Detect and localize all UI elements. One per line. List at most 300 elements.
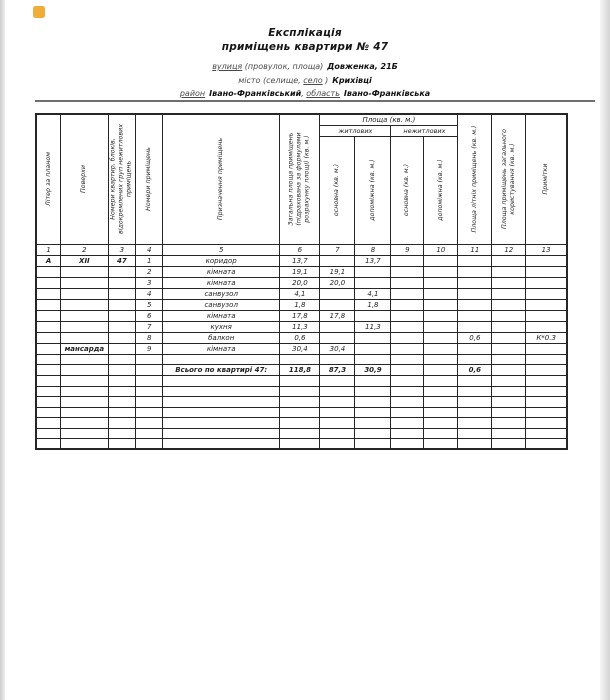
cell [424,428,458,439]
cell [108,266,136,277]
cell [61,376,108,387]
col-number: 11 [458,244,492,255]
cell [36,376,61,387]
cell: 1,8 [280,299,320,310]
street-label: вулиця [212,62,243,71]
cell [136,407,163,418]
cell [320,321,355,332]
address-line-street [0,60,610,74]
cell [280,439,320,450]
cell [355,354,391,365]
col-header-floors: Поверхи [61,114,108,244]
cell: 4,1 [280,288,320,299]
cell [458,354,492,365]
cell: 0,6 [280,332,320,343]
cell [36,418,61,429]
cell [424,386,458,397]
cell [492,365,526,376]
oblast-label: область [306,89,340,98]
cell [492,386,526,397]
cell: 11,3 [280,321,320,332]
cell [458,277,492,288]
area-group-header: Площа (кв. м.) [320,114,458,126]
cell [391,376,424,387]
col-number: 10 [424,244,458,255]
cell [108,321,136,332]
cell [163,376,280,387]
cell: 8 [136,332,163,343]
cell [36,288,61,299]
table-row [36,266,567,277]
cell [391,288,424,299]
cell [36,343,61,354]
cell [492,418,526,429]
street-paren: (провулок, площа) [244,62,324,71]
cell [108,397,136,408]
cell [36,266,61,277]
cell [36,428,61,439]
table-row [36,365,567,376]
cell [61,288,108,299]
cell [492,397,526,408]
cell [526,288,567,299]
cell [458,428,492,439]
cell [61,397,108,408]
cell [391,428,424,439]
cell [424,310,458,321]
cell [526,365,567,376]
cell [424,277,458,288]
cell [136,376,163,387]
cell: А [36,255,61,266]
document-title-line2: приміщень квартири № 47 [221,41,389,53]
cell [355,343,391,354]
cell [36,277,61,288]
cell [526,255,567,266]
cell [458,266,492,277]
cell [320,354,355,365]
col-header-nonres-main: основна (кв. м.) [391,137,424,244]
cell: 19,1 [320,266,355,277]
cell: 17,8 [320,310,355,321]
cell [391,310,424,321]
district-label: район [179,89,206,98]
cell [355,386,391,397]
col-number: 2 [61,244,108,255]
cell: 13,7 [280,255,320,266]
table-row [36,277,567,288]
cell [320,428,355,439]
table-row [36,310,567,321]
table-row [36,343,567,354]
cell [61,299,108,310]
cell [424,343,458,354]
cell [424,418,458,429]
table-body [36,255,567,449]
cell: 47 [108,255,136,266]
cell: 2 [136,266,163,277]
cell [458,299,492,310]
cell [136,386,163,397]
page-right-edge [600,0,610,700]
table-header [36,114,567,255]
cell: санвузол [163,288,280,299]
cell: 30,9 [355,365,391,376]
cell [391,397,424,408]
page-left-edge [0,0,5,700]
cell [61,407,108,418]
cell [355,266,391,277]
cell [355,310,391,321]
cell [424,299,458,310]
cell [320,299,355,310]
cell [424,255,458,266]
cell [61,439,108,450]
city-label: місто [238,75,261,85]
cell: 4 [136,288,163,299]
table-row [36,288,567,299]
cell [526,397,567,408]
cell [36,332,61,343]
cell [61,277,108,288]
table-row [36,255,567,266]
cell [458,439,492,450]
cell [108,299,136,310]
cell [108,418,136,429]
cell: К*0.3 [526,332,567,343]
cell [36,354,61,365]
cell [320,407,355,418]
col-number: 12 [492,244,526,255]
cell [458,386,492,397]
cell [163,397,280,408]
cell [108,386,136,397]
cell [526,277,567,288]
cell [492,407,526,418]
cell [355,418,391,429]
cell: 19,1 [280,266,320,277]
table-row [36,407,567,418]
cell [108,376,136,387]
cell: Всього по квартирі 47: [163,365,280,376]
cell [391,299,424,310]
col-number: 1 [36,244,61,255]
cell [163,418,280,429]
cell: 7 [136,321,163,332]
cell: 3 [136,277,163,288]
col-header-purpose: Призначення приміщень [163,114,280,244]
cell [320,288,355,299]
cell [458,288,492,299]
cell: 4,1 [355,288,391,299]
cell [526,376,567,387]
cell [61,332,108,343]
cell [391,321,424,332]
table-row [36,332,567,343]
header-divider [35,100,595,102]
cell: 20,0 [280,277,320,288]
cell: санвузол [163,299,280,310]
cell [424,439,458,450]
table-row [36,386,567,397]
cell: 118,8 [280,365,320,376]
cell [320,376,355,387]
cell [355,428,391,439]
cell [320,386,355,397]
cell: балкон [163,332,280,343]
cell [36,397,61,408]
cell: кімната [163,343,280,354]
table-row [36,439,567,450]
cell [136,418,163,429]
cell [458,376,492,387]
header-row-top [36,114,567,126]
cell [391,332,424,343]
cell [108,428,136,439]
cell [163,439,280,450]
cell [36,310,61,321]
cell [108,354,136,365]
cell: 6 [136,310,163,321]
cell [458,397,492,408]
cell [492,288,526,299]
cell: XII [61,255,108,266]
cell [391,439,424,450]
corner-marker [33,6,45,18]
cell [458,310,492,321]
col-header-nonres-aux: допоміжна (кв. м.) [424,137,458,244]
explication-table [35,113,568,450]
cell [163,386,280,397]
col-header-apartment-numbers: Номери квартир, блоків, відокремлених груп нежитлових приміщень [108,114,136,244]
cell [280,418,320,429]
cell [61,266,108,277]
cell [280,407,320,418]
cell [320,418,355,429]
cell: 17,8 [280,310,320,321]
cell [526,418,567,429]
cell [108,365,136,376]
cell [36,321,61,332]
cell: 30,4 [320,343,355,354]
cell [424,321,458,332]
table-row [36,299,567,310]
cell [526,439,567,450]
cell [36,386,61,397]
cell [424,407,458,418]
cell: 87,3 [320,365,355,376]
cell: кімната [163,266,280,277]
cell [163,354,280,365]
city-value: Крихівці [332,75,372,85]
document-header [0,26,610,101]
cell: 11,3 [355,321,391,332]
table-row [36,418,567,429]
cell: 5 [136,299,163,310]
cell: мансарда [61,343,108,354]
cell [108,343,136,354]
col-header-notes: Примітки [526,114,567,244]
cell [424,354,458,365]
cell [320,255,355,266]
oblast-value: Івано-Франківська [343,89,431,98]
cell: 13,7 [355,255,391,266]
cell [492,299,526,310]
cell [526,343,567,354]
cell [391,255,424,266]
cell [391,365,424,376]
cell [36,365,61,376]
cell [108,288,136,299]
street-value: Довженка, 21Б [327,62,398,71]
cell [391,277,424,288]
col-header-res-aux: допоміжна (кв. м.) [355,137,391,244]
cell [61,386,108,397]
cell [61,428,108,439]
cell [280,386,320,397]
cell [61,418,108,429]
cell [61,365,108,376]
col-header-common-area: Площа приміщень загального користування (кв. м.) [492,114,526,244]
cell [108,277,136,288]
cell: 30,4 [280,343,320,354]
cell [391,343,424,354]
cell [492,266,526,277]
cell [280,397,320,408]
residential-header: житлових [320,126,391,137]
cell [492,310,526,321]
cell [355,277,391,288]
cell: 1 [136,255,163,266]
cell [163,428,280,439]
cell [424,397,458,408]
city-paren: (селище, [262,75,301,85]
col-number: 4 [136,244,163,255]
cell [526,299,567,310]
col-number: 7 [320,244,355,255]
cell [391,354,424,365]
cell [36,439,61,450]
col-header-total-area: Загальна площа приміщень (підрахована за формулами розрахунку площі) (кв. м.) [280,114,320,244]
cell [355,376,391,387]
cell [136,428,163,439]
cell [492,321,526,332]
document-title-line1: Експлікація [268,27,342,39]
cell [458,321,492,332]
cell [355,407,391,418]
col-header-letter: Літер за планом [36,114,61,244]
cell: кімната [163,310,280,321]
cell [492,428,526,439]
col-number: 5 [163,244,280,255]
cell [424,376,458,387]
cell [320,332,355,343]
cell [391,407,424,418]
cell [108,407,136,418]
table-row [36,354,567,365]
cell [320,439,355,450]
cell: 0,6 [458,332,492,343]
col-number: 6 [280,244,320,255]
cell [391,386,424,397]
cell [355,397,391,408]
cell [526,407,567,418]
cell [36,299,61,310]
cell [108,332,136,343]
col-header-room-numbers: Номери приміщень [136,114,163,244]
cell [492,439,526,450]
cell: коридор [163,255,280,266]
col-number: 3 [108,244,136,255]
city-paren-close: ) [325,75,329,85]
cell: 9 [136,343,163,354]
cell [526,266,567,277]
cell [320,397,355,408]
cell [61,310,108,321]
cell [61,354,108,365]
cell [526,321,567,332]
cell [526,428,567,439]
cell [424,266,458,277]
col-header-summer-area: Площа літніх приміщень (кв. м.) [458,114,492,244]
cell [526,310,567,321]
cell [458,418,492,429]
cell [458,343,492,354]
village-label: село [303,75,323,85]
cell [458,407,492,418]
cell [163,407,280,418]
comma: , [301,89,304,98]
cell [526,386,567,397]
cell [136,439,163,450]
address-line-city [0,74,610,88]
cell [492,354,526,365]
cell [355,439,391,450]
cell [424,288,458,299]
cell [458,255,492,266]
table-row [36,376,567,387]
table-row [36,428,567,439]
cell [424,365,458,376]
cell [492,277,526,288]
col-number: 13 [526,244,567,255]
cell [136,365,163,376]
non-residential-header: нежитлових [391,126,458,137]
cell [391,266,424,277]
table-row [36,397,567,408]
cell [492,255,526,266]
district-value: Івано-Франківський [209,89,302,98]
cell: кімната [163,277,280,288]
cell [492,376,526,387]
numbering-row [36,244,567,255]
cell: 20,0 [320,277,355,288]
cell: кухня [163,321,280,332]
cell [136,397,163,408]
cell [355,332,391,343]
cell [492,343,526,354]
cell [36,407,61,418]
col-number: 8 [355,244,391,255]
cell: 0,6 [458,365,492,376]
cell: 1,8 [355,299,391,310]
cell [391,418,424,429]
cell [280,376,320,387]
col-number: 9 [391,244,424,255]
cell [136,354,163,365]
cell [108,310,136,321]
table-row [36,321,567,332]
